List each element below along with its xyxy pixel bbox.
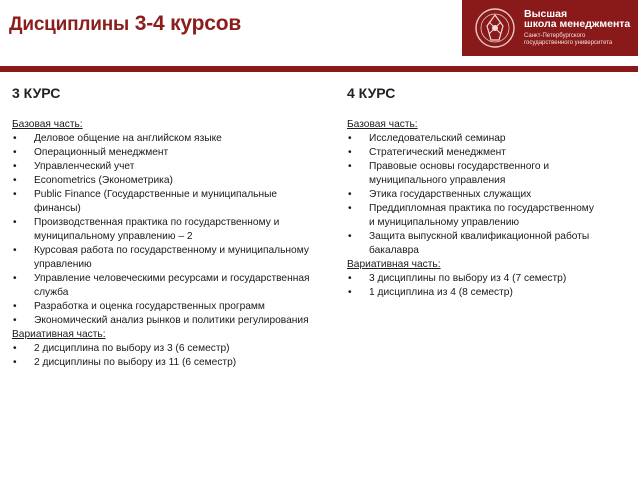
course-4-base-label: Базовая часть:	[347, 119, 418, 130]
list-item: • Курсовая работа по государственному и муниципальному управлению	[12, 244, 322, 272]
course-4-title: 4 КУРС	[347, 85, 396, 101]
logo-line-2: школа менеджмента	[524, 18, 631, 30]
list-item: • Этика государственных служащих	[347, 188, 597, 202]
course-3-var-label: Вариативная часть:	[12, 329, 106, 340]
logo-line-4: государственного университета	[524, 40, 613, 46]
list-item: • Производственная практика по государственному и муниципальному управлению – 2	[12, 216, 322, 244]
page-title	[9, 12, 241, 36]
list-item: • Управленческий учет	[12, 160, 322, 174]
page-title-main: Дисциплины	[9, 14, 130, 35]
list-item: • Исследовательский семинар	[347, 132, 597, 146]
list-item: • Стратегический менеджмент	[347, 146, 597, 160]
list-item: • Правовые основы государственного и муниципального управления	[347, 160, 597, 188]
course-4-var-label: Вариативная часть:	[347, 259, 441, 270]
logo-line-1: Высшая	[524, 8, 568, 20]
list-item: • 2 дисциплины по выбору из 11 (6 семестр)	[12, 356, 322, 370]
course-4-column	[347, 80, 597, 300]
list-item: • 1 дисциплина из 4 (8 семестр)	[347, 286, 597, 300]
course-3-title: 3 КУРС	[12, 85, 61, 101]
list-item: • 2 дисциплина по выбору из 3 (6 семестр)	[12, 342, 322, 356]
course-4-base-list	[347, 132, 597, 258]
course-3-var-list	[12, 342, 322, 370]
course-4-var-list	[347, 272, 597, 300]
course-3-base-list	[12, 132, 322, 328]
page-title-accent: 3-4 курсов	[134, 12, 242, 35]
school-logo	[462, 0, 638, 56]
list-item: • Деловое общение на английском языке	[12, 132, 322, 146]
list-item: • Операционный менеджмент	[12, 146, 322, 160]
header-divider	[0, 66, 638, 72]
emblem-icon	[474, 6, 516, 50]
list-item: • Econometrics (Эконометрика)	[12, 174, 322, 188]
list-item: • Преддипломная практика по государственному и муниципальному управлению	[347, 202, 597, 230]
logo-line-3: Санкт-Петербургского	[524, 33, 586, 39]
list-item: • Управление человеческими ресурсами и государственная служба	[12, 272, 322, 300]
course-3-base-label: Базовая часть:	[12, 119, 83, 130]
list-item: • 3 дисциплины по выбору из 4 (7 семестр)	[347, 272, 597, 286]
list-item: • Экономический анализ рынков и политики регулирования	[12, 314, 322, 328]
list-item: • Защита выпускной квалификационной работы бакалавра	[347, 230, 597, 258]
list-item: • Public Finance (Государственные и муниципальные финансы)	[12, 188, 322, 216]
course-3-column	[12, 80, 322, 370]
list-item: • Разработка и оценка государственных программ	[12, 300, 322, 314]
